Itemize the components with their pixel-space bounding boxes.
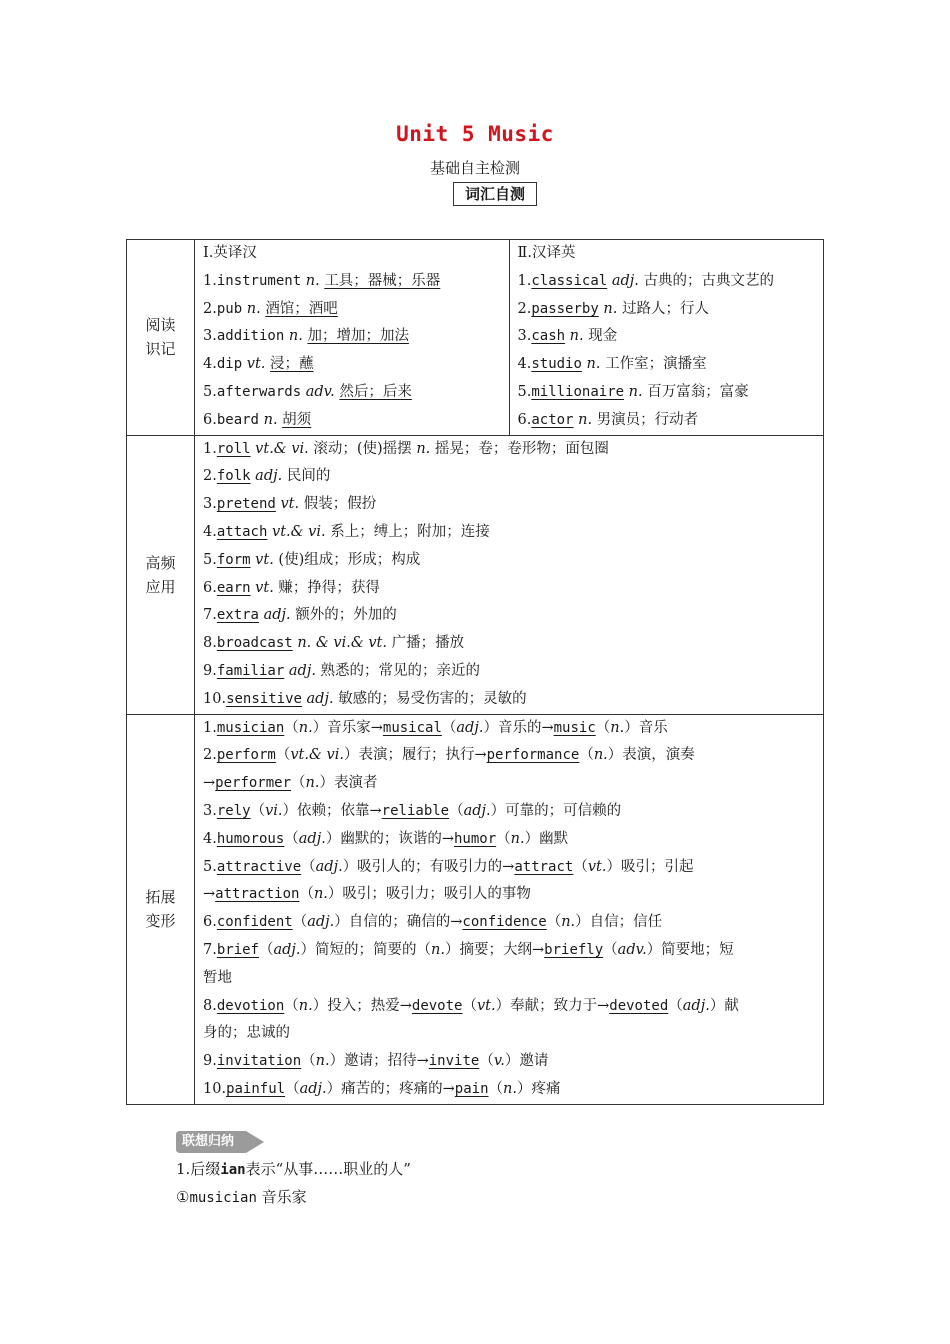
vocab-meaning: 广播；播放 xyxy=(391,635,465,652)
part-of-speech: n. xyxy=(586,356,601,373)
vocab-word: attach xyxy=(216,523,268,540)
part-of-speech: vt. xyxy=(255,551,274,568)
derived-word: devotion xyxy=(216,997,285,1014)
vocab-meaning: 浸；蘸 xyxy=(270,356,314,373)
item-number: 5. xyxy=(517,383,532,400)
text-segment: ）自信；信任 xyxy=(575,914,663,931)
item-number: 2. xyxy=(517,300,532,317)
derived-word: briefly xyxy=(544,941,604,958)
part-of-speech: n. xyxy=(298,997,313,1014)
vocab-item xyxy=(195,296,509,324)
part-of-speech: vt. xyxy=(255,579,274,596)
item-number: 1. xyxy=(203,272,217,289)
vocab-word: addition xyxy=(216,328,285,345)
derived-word: performer xyxy=(215,775,292,792)
text-segment: （ xyxy=(462,997,477,1014)
derivation-line xyxy=(195,770,823,798)
part-of-speech: adj. xyxy=(315,858,343,875)
association-example-line: ①musician 音乐家 xyxy=(176,1188,307,1206)
item-number: 4. xyxy=(203,830,217,847)
text-segment: 暂地 xyxy=(203,969,232,986)
item-number: 5. xyxy=(203,383,217,400)
part-of-speech: n. xyxy=(561,914,576,931)
part-of-speech: adv. xyxy=(617,941,647,958)
vocab-word: form xyxy=(216,551,251,568)
derived-word: attraction xyxy=(215,886,300,903)
vocab-meaning: 过路人；行人 xyxy=(621,300,709,317)
text-segment: （ xyxy=(488,1080,503,1097)
part-of-speech: n. xyxy=(603,300,618,317)
vocab-word: passerby xyxy=(531,300,599,317)
vocab-word: cash xyxy=(531,328,566,345)
derivation-line xyxy=(195,993,823,1021)
vocab-meaning: 然后；后来 xyxy=(339,383,412,400)
part-of-speech: n. xyxy=(431,941,445,958)
derivation-line xyxy=(195,798,823,826)
en-to-zh-column xyxy=(195,240,510,435)
item-number: 10. xyxy=(203,690,227,707)
item-number: 6. xyxy=(203,579,217,596)
part-of-speech: vi. xyxy=(265,802,283,819)
vocab-item xyxy=(510,351,824,379)
vocab-word: pub xyxy=(216,300,243,317)
item-number: 3. xyxy=(517,328,532,345)
derived-word: perform xyxy=(216,747,276,764)
part-of-speech: n. xyxy=(510,830,525,847)
vocab-meaning: 滚动；(使)摇摆 xyxy=(313,440,412,457)
part-of-speech: vt.& vi. xyxy=(255,440,309,457)
frequent-content xyxy=(195,435,824,714)
text-segment: （ xyxy=(250,802,266,819)
derived-word: devote xyxy=(411,997,463,1014)
text-segment: → xyxy=(203,886,216,903)
part-of-speech: n. xyxy=(569,328,584,345)
text-segment: ）痛苦的；疼痛的→ xyxy=(326,1080,455,1097)
part-of-speech: adj. xyxy=(263,607,291,624)
vocab-word: millionaire xyxy=(531,383,625,400)
derived-word: pain xyxy=(454,1080,489,1097)
item-number: 6. xyxy=(203,914,217,931)
item-number: 1. xyxy=(203,719,217,736)
item-number: 6. xyxy=(517,411,532,428)
vocab-word: studio xyxy=(531,356,582,373)
text-segment: ）奉献；致力于→ xyxy=(495,997,610,1014)
part-of-speech: adj. xyxy=(456,719,484,736)
derived-word: attractive xyxy=(216,858,302,875)
text-segment: ）表演，演奏 xyxy=(607,747,695,764)
part-of-speech: vt.& vi. xyxy=(272,523,326,540)
item-number: 4. xyxy=(203,356,217,373)
category-cell-reading: 阅读 识记 xyxy=(127,240,195,436)
derived-word: attract xyxy=(514,858,574,875)
item-number: 8. xyxy=(203,997,217,1014)
derivation-line xyxy=(195,881,823,909)
vocab-meaning: (使)组成；形成；构成 xyxy=(278,551,421,568)
text-segment: （ xyxy=(259,941,274,958)
part-of-speech: n. xyxy=(246,300,261,317)
text-segment: ）幽默 xyxy=(524,830,569,847)
association-note-line: 1.后缀ian表示“从事……职业的人” xyxy=(176,1160,411,1178)
zh-to-en-column xyxy=(510,240,824,435)
part-of-speech: n. xyxy=(305,775,320,792)
part-of-speech: vt.& vi. xyxy=(290,747,344,764)
item-number: 7. xyxy=(203,941,217,958)
vocab-item xyxy=(195,323,509,351)
text-segment: （ xyxy=(275,747,291,764)
part-of-speech: n. xyxy=(416,440,431,457)
derived-word: painful xyxy=(226,1080,286,1097)
column-heading: Ⅰ.英译汉 xyxy=(203,245,257,261)
part-of-speech: adj. xyxy=(306,690,334,707)
vocab-word: beard xyxy=(216,411,259,428)
part-of-speech: adj. xyxy=(298,830,326,847)
derived-word: confident xyxy=(216,914,293,931)
part-of-speech: adj. xyxy=(299,1080,327,1097)
vocab-item xyxy=(195,519,823,547)
category-cell-frequent: 高频 应用 xyxy=(127,435,195,714)
item-number: 3. xyxy=(203,328,217,345)
item-number: 2. xyxy=(203,300,217,317)
part-of-speech: n. xyxy=(288,328,303,345)
vocab-word: earn xyxy=(216,579,251,596)
part-of-speech: n. xyxy=(593,747,608,764)
vocab-meaning: 酒馆；酒吧 xyxy=(265,300,338,317)
item-number: 10. xyxy=(203,1080,227,1097)
derived-word: confidence xyxy=(462,914,547,931)
text-segment: （ xyxy=(284,997,299,1014)
part-of-speech: vt. xyxy=(476,997,496,1014)
derivation-line xyxy=(195,1020,823,1048)
vocab-word: roll xyxy=(216,440,251,457)
extend-content xyxy=(195,714,824,1104)
vocab-item xyxy=(195,686,823,714)
item-number: 8. xyxy=(203,635,217,652)
item-number: 4. xyxy=(203,523,217,540)
text-segment: （ xyxy=(479,1053,494,1070)
vocab-item xyxy=(195,602,823,630)
vocab-word: afterwards xyxy=(216,383,302,400)
text-segment: （ xyxy=(284,719,299,736)
derived-word: rely xyxy=(216,802,251,819)
vocab-item xyxy=(195,407,509,435)
text-segment: ）表演；履行；执行→ xyxy=(343,747,487,764)
text-segment: ）摘要；大纲→ xyxy=(445,941,545,958)
derivation-line xyxy=(195,965,823,993)
derived-word: performance xyxy=(486,747,580,764)
text-segment: ）献 xyxy=(709,997,739,1014)
text-segment: 身的；忠诚的 xyxy=(203,1025,290,1042)
part-of-speech: vt. xyxy=(280,496,300,513)
part-of-speech: n. xyxy=(503,1080,517,1097)
derived-word: musician xyxy=(216,719,285,736)
part-of-speech: n. xyxy=(305,272,320,289)
text-segment: （ xyxy=(449,802,464,819)
part-of-speech: vt. xyxy=(587,858,607,875)
part-of-speech: adj. xyxy=(273,941,301,958)
vocab-word: dip xyxy=(216,356,243,373)
part-of-speech: n. xyxy=(578,411,593,428)
text-segment: （ xyxy=(301,858,316,875)
text-segment: （ xyxy=(284,830,299,847)
part-of-speech: vt. xyxy=(246,356,266,373)
vocab-item xyxy=(510,268,824,296)
text-segment: ）投入；热爱→ xyxy=(312,997,412,1014)
derivation-line xyxy=(195,854,823,882)
vocab-item xyxy=(195,575,823,603)
text-segment: （ xyxy=(441,719,457,736)
vocab-word: sensitive xyxy=(226,690,302,707)
part-of-speech: adj. xyxy=(288,662,316,679)
part-of-speech: adj. xyxy=(307,914,335,931)
vocab-word: folk xyxy=(216,468,251,485)
vocab-meaning: 男演员；行动者 xyxy=(596,411,699,428)
text-segment: （ xyxy=(573,858,588,875)
text-segment: ）邀请；招待→ xyxy=(329,1053,429,1070)
vocab-meaning: 胡须 xyxy=(282,411,312,428)
reading-content xyxy=(195,240,824,436)
derivation-line xyxy=(195,742,823,770)
derivation-line xyxy=(195,1076,823,1104)
vocab-word: broadcast xyxy=(216,635,293,652)
part-of-speech: adj. xyxy=(611,272,639,289)
part-of-speech: n. xyxy=(610,719,625,736)
vocab-meaning: 额外的；外加的 xyxy=(295,607,397,624)
vocab-item xyxy=(510,323,824,351)
part-of-speech: n. xyxy=(313,886,328,903)
reading-row xyxy=(127,240,824,436)
text-segment: ）吸引人的；有吸引力的→ xyxy=(342,858,515,875)
section-label-box: 词汇自测 xyxy=(453,182,537,206)
part-of-speech: adj. xyxy=(463,802,491,819)
item-number: 1. xyxy=(517,272,532,289)
derivation-line xyxy=(195,1048,823,1076)
text-segment: （ xyxy=(496,830,511,847)
page-title: Unit 5 Music xyxy=(396,122,554,146)
vocab-item xyxy=(510,296,824,324)
item-number: 1. xyxy=(203,440,217,457)
vocab-meaning: 假装；假扮 xyxy=(303,496,377,513)
vocab-item xyxy=(510,407,824,435)
vocab-meaning: 工具；器械；乐器 xyxy=(324,272,441,289)
derived-word: music xyxy=(553,719,596,736)
text-segment: （ xyxy=(603,941,618,958)
part-of-speech: adv. xyxy=(305,383,335,400)
item-number: 7. xyxy=(203,607,217,624)
text-segment: ）邀请 xyxy=(504,1053,549,1070)
vocab-meaning: 民间的 xyxy=(286,468,331,485)
derived-word: invitation xyxy=(216,1053,302,1070)
vocab-item xyxy=(195,630,823,658)
item-number: 6. xyxy=(203,411,217,428)
part-of-speech: adj. xyxy=(682,997,710,1014)
extend-row xyxy=(127,714,824,1104)
vocab-item xyxy=(195,491,823,519)
column-heading: Ⅱ.汉译英 xyxy=(517,245,576,261)
item-number: 3. xyxy=(203,802,217,819)
text-segment: ）音乐 xyxy=(624,719,668,736)
text-segment: （ xyxy=(285,1080,300,1097)
vocab-meaning: 古典的；古典文艺的 xyxy=(643,272,774,289)
vocab-meaning: 系上；缚上；附加；连接 xyxy=(330,523,490,540)
item-number: 3. xyxy=(203,496,217,513)
item-number: 4. xyxy=(517,356,532,373)
derived-word: brief xyxy=(216,941,259,958)
derivation-line xyxy=(195,937,823,965)
part-of-speech: n. xyxy=(628,383,643,400)
vocab-table xyxy=(126,239,824,1105)
derived-word: musical xyxy=(382,719,442,736)
derived-word: reliable xyxy=(381,802,450,819)
vocab-word: pretend xyxy=(216,496,276,513)
frequent-row xyxy=(127,435,824,714)
item-number: 2. xyxy=(203,747,217,764)
text-segment: → xyxy=(203,775,216,792)
text-segment: （ xyxy=(579,747,594,764)
text-segment: （ xyxy=(292,914,308,931)
derivation-line xyxy=(195,715,823,743)
vocab-item xyxy=(195,351,509,379)
text-segment: （ xyxy=(299,886,314,903)
vocab-word: classical xyxy=(531,272,608,289)
vocab-item xyxy=(510,379,824,407)
text-segment: （ xyxy=(595,719,611,736)
vocab-word: actor xyxy=(531,411,574,428)
text-segment: ）表演者 xyxy=(319,775,378,792)
vocab-item xyxy=(195,547,823,575)
vocab-word: familiar xyxy=(216,662,285,679)
vocab-word: extra xyxy=(216,607,259,624)
text-segment: ）可靠的；可信赖的 xyxy=(490,802,622,819)
derivation-line xyxy=(195,826,823,854)
text-segment: ）吸引；引起 xyxy=(606,858,694,875)
derived-word: humor xyxy=(453,830,497,847)
text-segment: ）音乐家→ xyxy=(312,719,383,736)
text-segment: （ xyxy=(546,914,562,931)
derived-word: devoted xyxy=(609,997,669,1014)
text-segment: （ xyxy=(301,1053,316,1070)
vocab-meaning: 工作室；演播室 xyxy=(605,356,707,373)
part-of-speech: n. xyxy=(315,1053,330,1070)
association-tag-label: 联想归纳 xyxy=(182,1134,235,1149)
vocab-meaning: 加；增加；加法 xyxy=(307,328,409,345)
vocab-meaning: 现金 xyxy=(588,328,618,345)
text-segment: ）幽默的；诙谐的→ xyxy=(325,830,454,847)
vocab-item xyxy=(195,463,823,491)
item-number: 2. xyxy=(203,468,217,485)
vocab-meaning: 摇晃；卷；卷形物；面包圈 xyxy=(434,440,609,457)
vocab-item xyxy=(195,658,823,686)
text-segment: ）简要地；短 xyxy=(646,941,734,958)
vocab-item xyxy=(195,379,509,407)
vocab-meaning: 赚；挣得；获得 xyxy=(278,579,380,596)
text-segment: ）简短的；简要的（ xyxy=(300,941,432,958)
section-subtitle: 基础自主检测 xyxy=(429,159,520,177)
derivation-line xyxy=(195,909,823,937)
item-number: 9. xyxy=(203,1053,217,1070)
part-of-speech: n. xyxy=(298,719,313,736)
part-of-speech: v. xyxy=(493,1053,505,1070)
text-segment: ）自信的；确信的→ xyxy=(334,914,463,931)
vocab-meaning: 熟悉的；常见的；亲近的 xyxy=(320,662,481,679)
text-segment: ）依赖；依靠→ xyxy=(282,802,382,819)
derived-word: invite xyxy=(428,1053,480,1070)
item-number: 9. xyxy=(203,662,217,679)
part-of-speech: adj. xyxy=(255,468,283,485)
text-segment: （ xyxy=(668,997,683,1014)
vocab-meaning: 敏感的；易受伤害的；灵敏的 xyxy=(338,690,527,707)
vocab-word: instrument xyxy=(216,272,302,289)
text-segment: ）疼痛 xyxy=(516,1080,561,1097)
derived-word: humorous xyxy=(216,830,285,847)
vocab-meaning: 百万富翁；富豪 xyxy=(647,383,749,400)
text-segment: ）吸引；吸引力；吸引人的事物 xyxy=(327,886,531,903)
vocab-item xyxy=(195,268,509,296)
item-number: 5. xyxy=(203,858,217,875)
part-of-speech: n. & vi.& vt. xyxy=(297,635,387,652)
item-number: 5. xyxy=(203,551,217,568)
vocab-item xyxy=(195,436,823,464)
category-cell-extend: 拓展 变形 xyxy=(127,714,195,1104)
text-segment: （ xyxy=(291,775,306,792)
part-of-speech: n. xyxy=(263,411,278,428)
text-segment: ）音乐的→ xyxy=(483,719,554,736)
